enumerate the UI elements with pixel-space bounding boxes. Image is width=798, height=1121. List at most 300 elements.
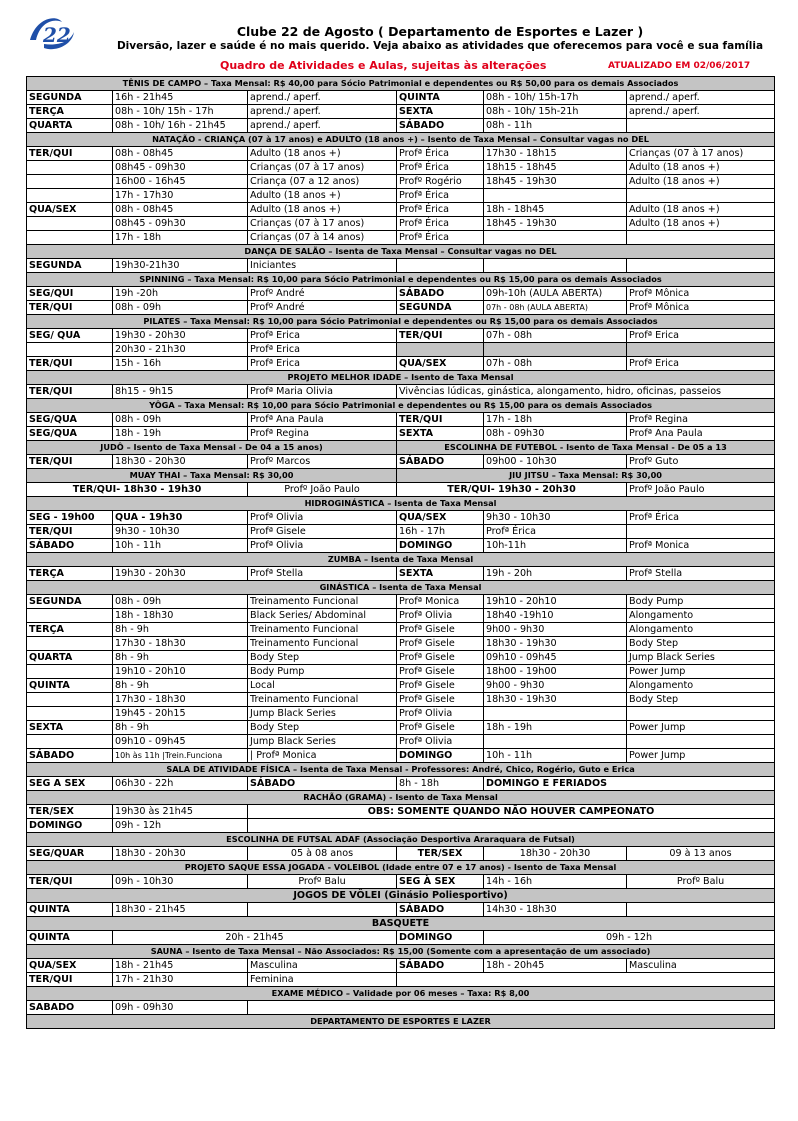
schedule-cell xyxy=(248,903,397,917)
schedule-cell xyxy=(484,735,627,749)
schedule-cell xyxy=(27,231,113,245)
schedule-cell: Profº Guto xyxy=(627,455,775,469)
schedule-cell: 08h - 10h/ 15h-17h xyxy=(484,91,627,105)
section-title: ESCOLINHA DE FUTSAL ADAF (Associação Desportiva Araraquara de Futsal) xyxy=(27,833,775,847)
schedule-cell: Treinamento Funcional xyxy=(248,595,397,609)
section-header-row xyxy=(27,581,775,595)
schedule-cell: Iniciantes xyxy=(248,259,397,273)
schedule-row xyxy=(27,301,775,315)
schedule-cell xyxy=(484,259,627,273)
day-cell: TER/SEX xyxy=(397,847,484,861)
schedule-cell: aprend./ aperf. xyxy=(248,119,397,133)
day-cell: TERÇA xyxy=(27,623,113,637)
day-cell: QUINTA xyxy=(27,931,113,945)
day-cell: QUA - 19h30 xyxy=(113,511,248,525)
schedule-row xyxy=(27,595,775,609)
page-subtitle: Diversão, lazer e saúde é no mais querido. Veja abaixo as atividades que oferecemos para você e sua família xyxy=(116,40,764,52)
schedule-cell: 10h às 11h |Trein.Funciona xyxy=(113,749,248,763)
schedule-cell: Adulto (18 anos +) xyxy=(627,217,775,231)
section-header-row xyxy=(27,497,775,511)
schedule-cell xyxy=(627,343,775,357)
day-cell: SEGUNDA xyxy=(27,259,113,273)
day-cell: TER/QUI xyxy=(27,455,113,469)
schedule-cell: | Profª Monica xyxy=(248,749,397,763)
section-header-row xyxy=(27,833,775,847)
day-cell: SEG A SEX xyxy=(27,777,113,791)
schedule-cell: Body Step xyxy=(627,693,775,707)
schedule-cell: Profª Olivia xyxy=(248,511,397,525)
day-cell: QUINTA xyxy=(397,91,484,105)
schedule-cell: Profª Erica xyxy=(627,329,775,343)
schedule-cell: Profª Gisele xyxy=(397,693,484,707)
day-cell: SEG/QUI xyxy=(27,287,113,301)
schedule-cell: aprend./ aperf. xyxy=(248,105,397,119)
schedule-cell: 08h - 09h xyxy=(113,595,248,609)
schedule-cell: 07h - 08h xyxy=(484,329,627,343)
schedule-cell: Profª Érica xyxy=(397,231,484,245)
schedule-cell: 09h00 - 10h30 xyxy=(484,455,627,469)
schedule-cell xyxy=(27,189,113,203)
schedule-cell: Power Jump xyxy=(627,721,775,735)
schedule-cell: Profº Rogério xyxy=(397,175,484,189)
day-cell: TER/QUI- 18h30 - 19h30 xyxy=(27,483,248,497)
schedule-cell: Profª Érica xyxy=(627,511,775,525)
section-header-row xyxy=(27,399,775,413)
schedule-cell: 18h40 -19h10 xyxy=(484,609,627,623)
schedule-cell: Profª Ana Paula xyxy=(627,427,775,441)
day-cell: QUA/SEX xyxy=(27,203,113,217)
schedule-row xyxy=(27,413,775,427)
day-cell: TER/QUI xyxy=(27,385,113,399)
section-title: GINÁSTICA – Isenta de Taxa Mensal xyxy=(27,581,775,595)
schedule-cell: Profª Gisele xyxy=(397,623,484,637)
notice-text: Quadro de Atividades e Aulas, sujeitas às alterações xyxy=(220,59,547,72)
schedule-cell xyxy=(484,343,627,357)
schedule-cell xyxy=(27,735,113,749)
schedule-row xyxy=(27,357,775,371)
schedule-cell: Crianças (07 à 17 anos) xyxy=(248,161,397,175)
section-header-row xyxy=(27,945,775,959)
schedule-cell: 14h - 16h xyxy=(484,875,627,889)
schedule-cell: Profª Gisele xyxy=(397,651,484,665)
schedule-cell: 10h - 11h xyxy=(113,539,248,553)
schedule-cell: 19h30 às 21h45 xyxy=(113,805,248,819)
schedule-cell: 8h - 9h xyxy=(113,623,248,637)
schedule-cell: Feminina xyxy=(248,973,397,987)
schedule-cell xyxy=(627,119,775,133)
schedule-row xyxy=(27,609,775,623)
section-header-row xyxy=(27,469,775,483)
schedule-cell: 09h-10h (AULA ABERTA) xyxy=(484,287,627,301)
schedule-cell: Profª Érica xyxy=(397,147,484,161)
schedule-cell: 8h - 9h xyxy=(113,651,248,665)
schedule-cell: 09h - 10h30 xyxy=(113,875,248,889)
schedule-cell: Treinamento Funcional xyxy=(248,637,397,651)
schedule-cell: 20h30 - 21h30 xyxy=(113,343,248,357)
schedule-cell: Vivências lúdicas, ginástica, alongamento, hidro, oficinas, passeios xyxy=(397,385,775,399)
schedule-cell: 09h - 12h xyxy=(113,819,248,833)
schedule-cell: 18h30 - 20h30 xyxy=(113,847,248,861)
logo-number: 22 xyxy=(43,23,71,47)
schedule-cell xyxy=(627,189,775,203)
schedule-row xyxy=(27,343,775,357)
day-cell: SÁBADO xyxy=(397,903,484,917)
day-cell: SEG/ QUA xyxy=(27,329,113,343)
schedule-cell: 19h45 - 20h15 xyxy=(113,707,248,721)
schedule-cell: Treinamento Funcional xyxy=(248,623,397,637)
section-title: DANÇA DE SALÃO – Isenta de Taxa Mensal – Consultar vagas no DEL xyxy=(27,245,775,259)
schedule-row xyxy=(27,973,775,987)
schedule-cell: 18h - 20h45 xyxy=(484,959,627,973)
schedule-cell: Profº Balu xyxy=(627,875,775,889)
day-cell: SEG - 19h00 xyxy=(27,511,113,525)
day-cell: SÁBADO xyxy=(397,959,484,973)
schedule-cell: Profª Érica xyxy=(397,217,484,231)
schedule-cell: Profª Olivia xyxy=(248,539,397,553)
day-cell: SEG À SEX xyxy=(397,875,484,889)
schedule-cell: 18h30 - 21h45 xyxy=(113,903,248,917)
day-cell: TERÇA xyxy=(27,105,113,119)
schedule-cell: Profº André xyxy=(248,301,397,315)
schedule-row xyxy=(27,735,775,749)
schedule-cell: 8h - 18h xyxy=(397,777,484,791)
schedule-cell: Crianças (07 à 17 anos) xyxy=(248,217,397,231)
schedule-row xyxy=(27,651,775,665)
schedule-cell: Adulto (18 anos +) xyxy=(248,203,397,217)
schedule-cell: 9h30 - 10h30 xyxy=(113,525,248,539)
schedule-cell: Body Step xyxy=(248,651,397,665)
day-cell: QUARTA xyxy=(27,119,113,133)
schedule-cell: 07h - 08h (AULA ABERTA) xyxy=(484,301,627,315)
schedule-cell: 17h30 - 18h30 xyxy=(113,637,248,651)
schedule-row xyxy=(27,903,775,917)
schedule-cell: Profª Ana Paula xyxy=(248,413,397,427)
schedule-cell: Body Pump xyxy=(248,665,397,679)
schedule-cell: Profª Olivia xyxy=(397,707,484,721)
schedule-cell: 08h - 09h30 xyxy=(484,427,627,441)
section-title: PROJETO MELHOR IDADE – Isento de Taxa Mensal xyxy=(27,371,775,385)
schedule-cell: Profª Érica xyxy=(484,525,627,539)
schedule-cell: Treinamento Funcional xyxy=(248,693,397,707)
schedule-row xyxy=(27,875,775,889)
section-title: SPINNING – Taxa Mensal: R$ 10,00 para Sócio Patrimonial e dependentes ou R$ 15,00 para os demais Associados xyxy=(27,273,775,287)
schedule-cell: 08h - 09h xyxy=(113,413,248,427)
schedule-cell xyxy=(627,231,775,245)
schedule-row xyxy=(27,665,775,679)
schedule-cell: Profª Monica xyxy=(627,539,775,553)
schedule-cell: Criança (07 a 12 anos) xyxy=(248,175,397,189)
schedule-cell: 8h - 9h xyxy=(113,679,248,693)
day-cell: SEXTA xyxy=(397,105,484,119)
schedule-row xyxy=(27,427,775,441)
schedule-cell: aprend./ aperf. xyxy=(248,91,397,105)
schedule-cell: 18h - 18h30 xyxy=(113,609,248,623)
schedule-cell xyxy=(27,609,113,623)
schedule-cell: Masculina xyxy=(627,959,775,973)
schedule-cell xyxy=(484,231,627,245)
day-cell: TER/QUI xyxy=(27,973,113,987)
schedule-cell: 10h - 11h xyxy=(484,749,627,763)
schedule-cell: 14h30 - 18h30 xyxy=(484,903,627,917)
schedule-cell: 17h - 18h xyxy=(484,413,627,427)
section-title: HIDROGINÁSTICA – Isenta de Taxa Mensal xyxy=(27,497,775,511)
section-title: SALA DE ATIVIDADE FÍSICA – Isenta de Taxa Mensal - Professores: André, Chico, Rogério, Guto e Erica xyxy=(27,763,775,777)
schedule-cell: aprend./ aperf. xyxy=(627,91,775,105)
day-cell: QUA/SEX xyxy=(397,357,484,371)
schedule-cell: 15h - 16h xyxy=(113,357,248,371)
day-cell: SÁBADO xyxy=(27,749,113,763)
schedule-cell: 08h - 10h/ 15h - 17h xyxy=(113,105,248,119)
section-title-right: ESCOLINHA DE FUTEBOL - Isento de Taxa Mensal - De 05 a 13 xyxy=(397,441,775,455)
schedule-cell: Masculina xyxy=(248,959,397,973)
schedule-cell: 19h10 - 20h10 xyxy=(484,595,627,609)
schedule-cell: Profª Érica xyxy=(397,189,484,203)
section-title: DEPARTAMENTO DE ESPORTES E LAZER xyxy=(27,1015,775,1029)
schedule-row xyxy=(27,931,775,945)
schedule-cell: 08h - 10h/ 15h-21h xyxy=(484,105,627,119)
schedule-row xyxy=(27,777,775,791)
section-title: NATAÇÃO - CRIANÇA (07 à 17 anos) e ADULTO (18 anos +) – Isento de Taxa Mensal – Consultar vagas no DEL xyxy=(27,133,775,147)
schedule-cell: Adulto (18 anos +) xyxy=(627,175,775,189)
day-cell: DOMINGO xyxy=(397,539,484,553)
schedule-cell: 17h - 18h xyxy=(113,231,248,245)
section-header-row xyxy=(27,553,775,567)
schedule-cell: Profª Gisele xyxy=(397,637,484,651)
schedule-cell: Profª Gisele xyxy=(397,721,484,735)
schedule-cell: 16h00 - 16h45 xyxy=(113,175,248,189)
schedule-cell: 08h - 08h45 xyxy=(113,147,248,161)
section-title: RACHÃO (GRAMA) - Isento de Taxa Mensal xyxy=(27,791,775,805)
schedule-cell: 09h - 12h xyxy=(484,931,775,945)
schedule-row xyxy=(27,119,775,133)
schedule-cell: Alongamento xyxy=(627,679,775,693)
schedule-row xyxy=(27,287,775,301)
schedule-cell: Jump Black Series xyxy=(248,735,397,749)
schedule-cell: Profª Erica xyxy=(248,329,397,343)
schedule-row xyxy=(27,105,775,119)
day-cell: SEG/QUAR xyxy=(27,847,113,861)
day-cell: SEG/QUA xyxy=(27,427,113,441)
schedule-row xyxy=(27,511,775,525)
day-cell: SEXTA xyxy=(27,721,113,735)
schedule-cell: Adulto (18 anos +) xyxy=(627,161,775,175)
schedule-row xyxy=(27,707,775,721)
day-cell: SÁBADO xyxy=(397,119,484,133)
schedule-cell xyxy=(27,175,113,189)
section-title: ZUMBA – Isenta de Taxa Mensal xyxy=(27,553,775,567)
schedule-row xyxy=(27,189,775,203)
schedule-cell: 09h10 - 09h45 xyxy=(484,651,627,665)
schedule-cell: Body Pump xyxy=(627,595,775,609)
section-header-row xyxy=(27,133,775,147)
day-cell: TER/QUI xyxy=(27,525,113,539)
schedule-cell: Profª Monica xyxy=(397,595,484,609)
schedule-row xyxy=(27,203,775,217)
day-cell: DOMINGO E FERIADOS xyxy=(484,777,775,791)
schedule-cell: 08h45 - 09h30 xyxy=(113,217,248,231)
schedule-row xyxy=(27,455,775,469)
schedule-cell: Profª Érica xyxy=(397,203,484,217)
schedule-cell: Local xyxy=(248,679,397,693)
schedule-cell: 18h - 18h45 xyxy=(484,203,627,217)
schedule-cell xyxy=(27,343,113,357)
schedule-cell: Profª Olivia xyxy=(397,735,484,749)
schedule-cell: Adulto (18 anos +) xyxy=(248,147,397,161)
schedule-cell: 8h15 - 9h15 xyxy=(113,385,248,399)
day-cell: DOMINGO xyxy=(397,931,484,945)
section-header-row xyxy=(27,315,775,329)
schedule-cell: 08h - 11h xyxy=(484,119,627,133)
schedule-cell: 18h30 - 20h30 xyxy=(113,455,248,469)
schedule-cell xyxy=(627,903,775,917)
section-title: SAUNA – Isento de Taxa Mensal – Não Associados: R$ 15,00 (Somente com a apresentação de um associado) xyxy=(27,945,775,959)
schedule-cell: Profª Stella xyxy=(248,567,397,581)
schedule-cell: 09h10 - 09h45 xyxy=(113,735,248,749)
day-cell: QUINTA xyxy=(27,903,113,917)
section-header-row xyxy=(27,441,775,455)
day-cell: SÁBADO xyxy=(248,777,397,791)
section-title: TÊNIS DE CAMPO – Taxa Mensal: R$ 40,00 para Sócio Patrimonial e dependentes ou R$ 50,00 para os demais Associados xyxy=(27,77,775,91)
section-title: JOGOS DE VÔLEI (Ginásio Poliesportivo) xyxy=(27,889,775,903)
section-header-row xyxy=(27,791,775,805)
schedule-cell: Profº Marcos xyxy=(248,455,397,469)
schedule-row xyxy=(27,637,775,651)
schedule-row xyxy=(27,161,775,175)
section-header-row xyxy=(27,371,775,385)
updated-date: ATUALIZADO EM 02/06/2017 xyxy=(608,61,751,71)
schedule-cell: Alongamento xyxy=(627,623,775,637)
schedule-cell xyxy=(27,161,113,175)
schedule-cell: 06h30 - 22h xyxy=(113,777,248,791)
schedule-cell: Profª Erica xyxy=(627,357,775,371)
schedule-cell: Adulto (18 anos +) xyxy=(248,189,397,203)
schedule-row xyxy=(27,567,775,581)
schedule-cell xyxy=(627,735,775,749)
schedule-cell: 9h00 - 9h30 xyxy=(484,623,627,637)
schedule-row xyxy=(27,623,775,637)
schedule-row xyxy=(27,483,775,497)
schedule-cell: 9h30 - 10h30 xyxy=(484,511,627,525)
section-header-row xyxy=(27,763,775,777)
schedule-cell: Profº João Paulo xyxy=(627,483,775,497)
section-title: BASQUETE xyxy=(27,917,775,931)
schedule-cell xyxy=(27,637,113,651)
schedule-cell: 18h30 - 20h30 xyxy=(484,847,627,861)
schedule-cell: 20h - 21h45 xyxy=(113,931,397,945)
schedule-cell xyxy=(484,707,627,721)
schedule-cell: Profª Maria Olivia xyxy=(248,385,397,399)
schedule-cell: Profª Gisele xyxy=(397,665,484,679)
section-header-row xyxy=(27,917,775,931)
schedule-cell: Profª Mônica xyxy=(627,301,775,315)
day-cell: QUA/SEX xyxy=(397,511,484,525)
schedule-cell: Profª Érica xyxy=(397,161,484,175)
schedule-cell: Profª Gisele xyxy=(248,525,397,539)
schedule-cell: 9h00 - 9h30 xyxy=(484,679,627,693)
day-cell: SABADO xyxy=(27,1001,113,1015)
schedule-row xyxy=(27,1001,775,1015)
day-cell: TER/QUI- 19h30 - 20h30 xyxy=(397,483,627,497)
schedule-cell: 08h - 09h xyxy=(113,301,248,315)
day-cell: SEG/QUA xyxy=(27,413,113,427)
schedule-row xyxy=(27,819,775,833)
activities-table xyxy=(26,76,775,1029)
schedule-cell: 18h00 - 19h00 xyxy=(484,665,627,679)
schedule-cell: 19h30-21h30 xyxy=(113,259,248,273)
section-header-row xyxy=(27,861,775,875)
day-cell: SEGUNDA xyxy=(27,595,113,609)
schedule-cell: 09h - 09h30 xyxy=(113,1001,248,1015)
schedule-cell: 18h30 - 19h30 xyxy=(484,693,627,707)
schedule-cell: 17h - 21h30 xyxy=(113,973,248,987)
section-header-row xyxy=(27,77,775,91)
schedule-cell: Profª Regina xyxy=(627,413,775,427)
schedule-cell: 18h - 19h xyxy=(113,427,248,441)
schedule-cell: 19h - 20h xyxy=(484,567,627,581)
day-cell: TER/QUI xyxy=(397,413,484,427)
schedule-cell: aprend./ aperf. xyxy=(627,105,775,119)
schedule-cell: 08h - 10h/ 16h - 21h45 xyxy=(113,119,248,133)
schedule-cell xyxy=(397,259,484,273)
schedule-cell xyxy=(627,525,775,539)
schedule-cell: 18h45 - 19h30 xyxy=(484,175,627,189)
schedule-cell: Profº André xyxy=(248,287,397,301)
schedule-row xyxy=(27,525,775,539)
day-cell: QUA/SEX xyxy=(27,959,113,973)
section-header-row xyxy=(27,889,775,903)
schedule-cell xyxy=(27,217,113,231)
day-cell: SÁBADO xyxy=(397,455,484,469)
schedule-cell: 19h30 - 20h30 xyxy=(113,567,248,581)
section-title: PILATES – Taxa Mensal: R$ 10,00 para Sócio Patrimonial e dependentes ou R$ 15,00 para os demais Associados xyxy=(27,315,775,329)
schedule-cell: 8h - 9h xyxy=(113,721,248,735)
section-title-left: MUAY THAI – Taxa Mensal: R$ 30,00 xyxy=(27,469,397,483)
schedule-cell: Profª Olivia xyxy=(397,609,484,623)
section-title-left: JUDÔ – Isento de Taxa Mensal - De 04 a 15 anos) xyxy=(27,441,397,455)
schedule-cell: Jump Black Series xyxy=(248,707,397,721)
schedule-cell xyxy=(627,707,775,721)
schedule-cell: 17h - 17h30 xyxy=(113,189,248,203)
day-cell: TERÇA xyxy=(27,567,113,581)
schedule-row xyxy=(27,259,775,273)
day-cell: DOMINGO xyxy=(397,749,484,763)
schedule-cell: Black Series/ Abdominal xyxy=(248,609,397,623)
schedule-cell: 17h30 - 18h15 xyxy=(484,147,627,161)
day-cell: TER/QUI xyxy=(27,301,113,315)
schedule-cell: 07h - 08h xyxy=(484,357,627,371)
schedule-cell xyxy=(397,973,775,987)
schedule-row xyxy=(27,147,775,161)
day-cell: SEXTA xyxy=(397,567,484,581)
schedule-cell: Alongamento xyxy=(627,609,775,623)
day-cell: TER/QUI xyxy=(27,875,113,889)
section-header-row xyxy=(27,1015,775,1029)
schedule-cell: 18h45 - 19h30 xyxy=(484,217,627,231)
schedule-cell: Profº João Paulo xyxy=(248,483,397,497)
schedule-cell xyxy=(397,343,484,357)
schedule-cell: 19h30 - 20h30 xyxy=(113,329,248,343)
schedule-row xyxy=(27,329,775,343)
schedule-cell: Crianças (07 à 17 anos) xyxy=(627,147,775,161)
schedule-cell: 16h - 21h45 xyxy=(113,91,248,105)
schedule-cell xyxy=(484,189,627,203)
schedule-cell xyxy=(27,665,113,679)
day-cell: TER/SEX xyxy=(27,805,113,819)
schedule-row xyxy=(27,217,775,231)
section-title-right: JIU JITSU – Taxa Mensal: R$ 30,00 xyxy=(397,469,775,483)
schedule-cell: Jump Black Series xyxy=(627,651,775,665)
schedule-cell xyxy=(27,707,113,721)
